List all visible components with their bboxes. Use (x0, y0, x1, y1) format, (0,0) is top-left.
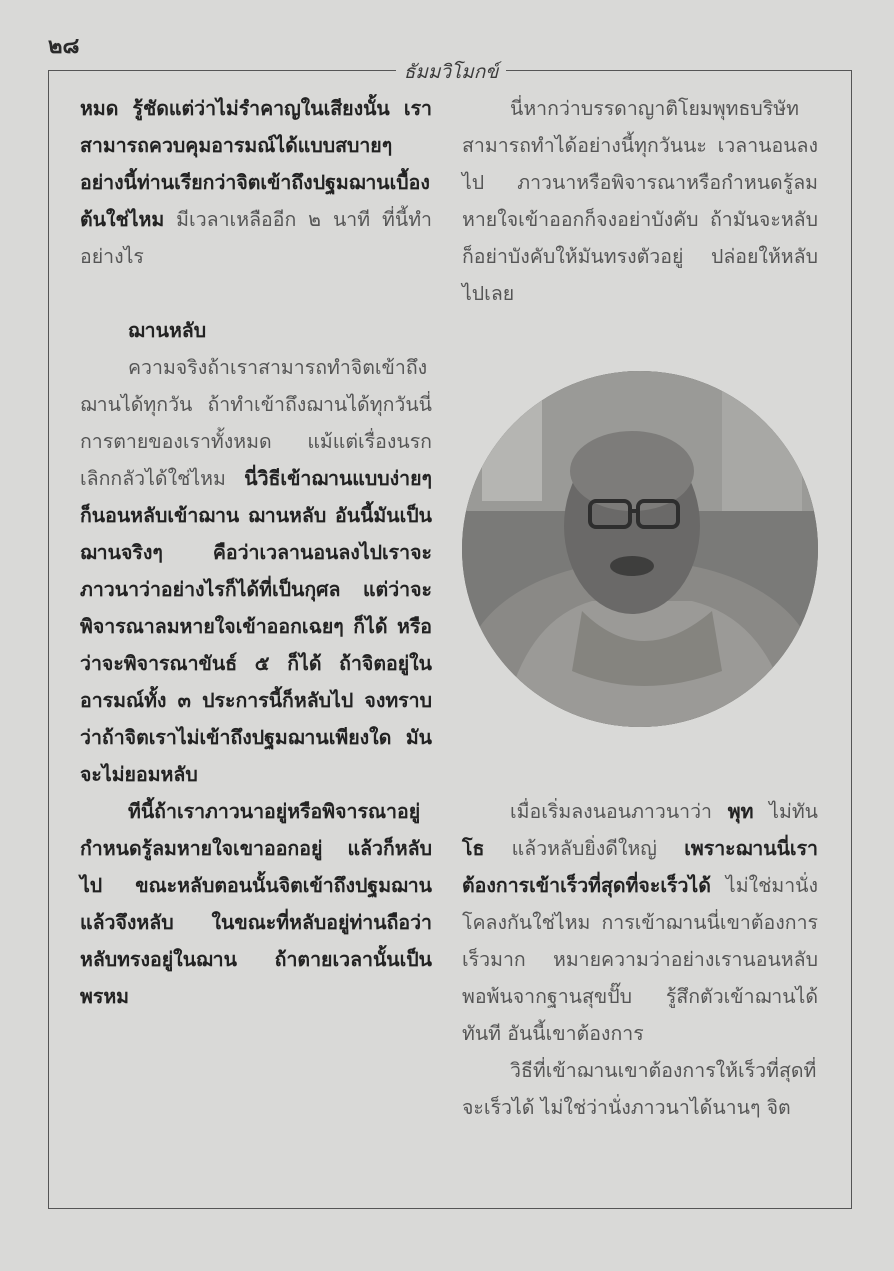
spacer (80, 275, 432, 312)
left-paragraph-1 (80, 90, 432, 275)
right-p2-c: ไม่ทัน (753, 800, 818, 823)
monk-portrait-photo (462, 371, 818, 727)
portrait-image (462, 371, 818, 727)
right-paragraph-2 (462, 793, 818, 1052)
right-column-lower (462, 793, 818, 1126)
left-p2-bold: นี่วิธีเข้าฌานแบบง่ายๆ ก็นอนหลับเข้าฌาน ฌานหลับ อันนี้มันเป็นฌานจริงๆ คือว่าเวลานอนลงไปเราจะภาวนาว่าอย่างไรก็ได้ที่เป็นกุศล แต่ว่าจะพิจารณาลมหายใจเข้าออกเฉยๆ ก็ได้ หรือว่าจะพิจารณาขันธ์ ๕ ก็ได้ ถ้าจิตอยู่ในอารมณ์ทั้ง ๓ ประการนี้ก็หลับไป จงทราบว่าถ้าจิตเราไม่เข้าถึงปฐมฌานเพียงใด มันจะไม่ยอมหลับ (80, 467, 432, 786)
left-p1-bold: หมด รู้ชัดแต่ว่าไม่รำคาญในเสียงนั้น เราสามารถควบคุมอารมณ์ได้แบบสบายๆ อย่างนี้ท่านเรียกว่าจิตเข้าถึงปฐมฌานเบื้องต้นใช่ไหม (80, 97, 432, 231)
right-p2-a: เมื่อเริ่มลงนอนภาวนาว่า (510, 800, 728, 823)
right-p2-bold: เพราะฌานนี่เราต้องการเข้าเร็วที่สุดที่จะเร็วได้ (462, 837, 818, 897)
right-paragraph-1: นี่หากว่าบรรดาญาติโยมพุทธบริษัทสามารถทำได้อย่างนี้ทุกวันนะ เวลานอนลงไป ภาวนาหรือพิจารณาหรือกำหนดรู้ลมหายใจเข้าออกก็จงอย่าบังคับ ถ้ามันจะหลับก็อย่าบังคับให้มันทรงตัวอยู่ ปล่อยให้หลับไปเลย (462, 97, 818, 305)
right-column (462, 90, 818, 312)
left-paragraph-2 (80, 349, 432, 793)
left-column (80, 90, 432, 1015)
section-heading: ฌานหลับ (128, 319, 207, 342)
right-p2-dho: โธ (462, 837, 485, 860)
page-number: ๒๘ (48, 34, 80, 59)
right-paragraph-3: วิธีที่เข้าฌานเขาต้องการให้เร็วที่สุดที่จะเร็วได้ ไม่ใช่ว่านั่งภาวนาได้นานๆ จิต (462, 1059, 817, 1119)
running-title: ธัมมวิโมกข์ (403, 61, 499, 83)
left-p2-normal: ความจริงถ้าเราสามารถทำจิตเข้าถึงฌานได้ทุกวัน ถ้าทำเข้าถึงฌานได้ทุกวันนี่การตายของเราทั้งหมด แม้แต่เรื่องนรกเลิกกลัวได้ใช่ไหม (80, 356, 432, 490)
left-p1-normal: มีเวลาเหลืออีก ๒ นาที ที่นี้ทำอย่างไร (80, 208, 432, 268)
right-p2-e: แล้วหลับยิ่งดีใหญ่ (484, 837, 685, 860)
right-p2-g: ไม่ใช่มานั่งโคลงกันใช่ไหม การเข้าฌานนี่เขาต้องการเร็วมาก หมายความว่าอย่างเรานอนหลับพอพ้นจากฐานสุขปั๊บ รู้สึกตัวเข้าฌานได้ทันที อันนี้เขาต้องการ (462, 874, 818, 1045)
right-p2-buddh: พุท (727, 800, 754, 823)
left-paragraph-3: ทีนี้ถ้าเราภาวนาอยู่หรือพิจารณาอยู่กำหนดรู้ลมหายใจเขาออกอยู่ แล้วก็หลับไป ขณะหลับตอนนั้นจิตเข้าถึงปฐมฌาน แล้วจึงหลับ ในขณะที่หลับอยู่ท่านถือว่าหลับทรงอยู่ในฌาน ถ้าตายเวลานั้นเป็นพรหม (80, 800, 432, 1008)
